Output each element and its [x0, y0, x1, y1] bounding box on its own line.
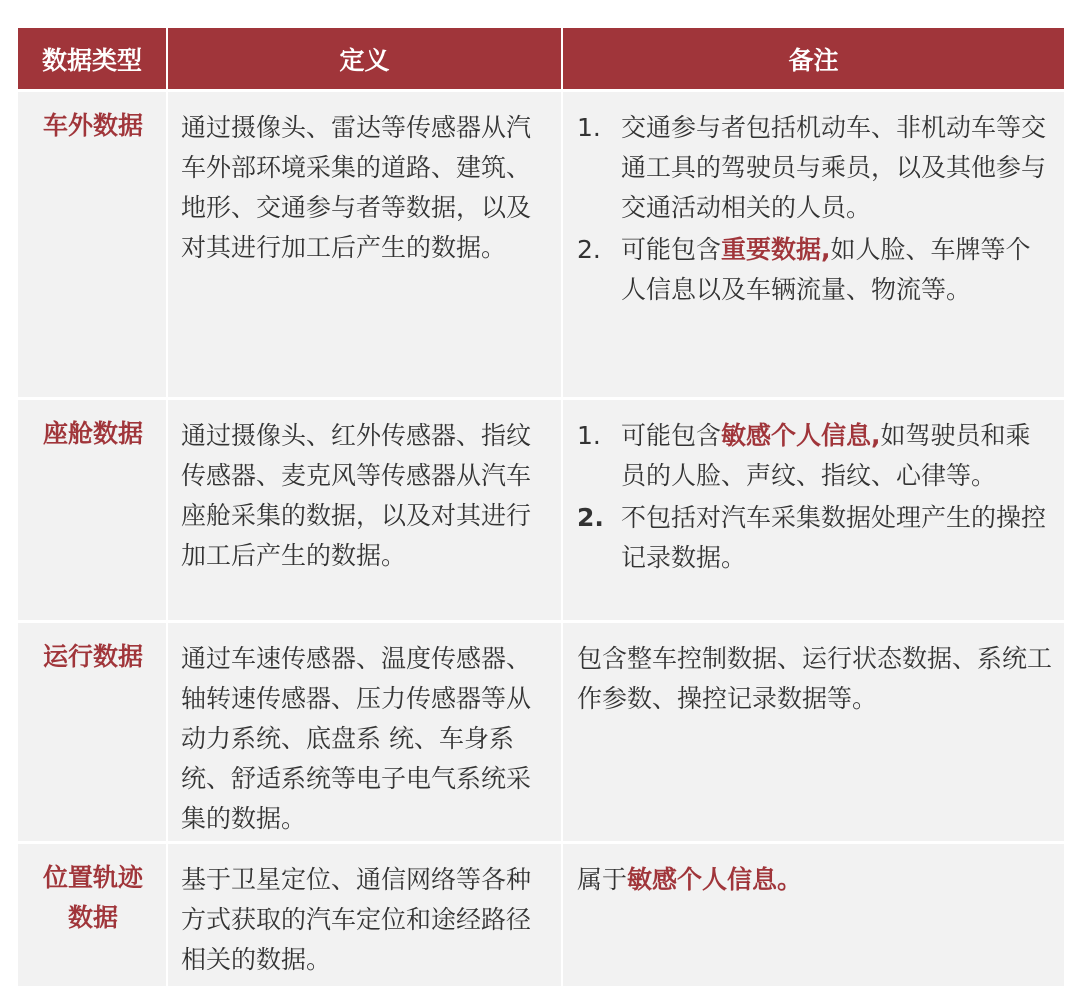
- data-type-label: 车外数据: [42, 111, 143, 140]
- header-notes: 备注: [788, 45, 839, 75]
- note-text: [621, 230, 1054, 310]
- notes-list: [577, 108, 1054, 310]
- note-text-pre: 可能包含: [621, 235, 722, 264]
- note-text-post: 如人脸、车牌等个人信息以及车辆流量、物流等。: [621, 235, 1031, 304]
- notes-cell: 包含整车控制数据、运行状态数据、系统工作参数、操控记录数据等。: [577, 644, 1053, 713]
- notes-cell: [563, 92, 1064, 397]
- data-type-table: [18, 28, 1064, 986]
- highlight-sensitive-info: 敏感个人信息,: [721, 421, 881, 450]
- note-text-pre: 可能包含: [621, 421, 722, 450]
- definition-cell: 基于卫星定位、通信网络等各种方式获取的汽车定位和途经路径相关的数据。: [168, 844, 563, 986]
- notes-cell: [563, 400, 1064, 620]
- list-item: [577, 230, 1054, 310]
- list-number: 2.: [577, 235, 601, 264]
- table-row: [18, 841, 1064, 986]
- list-number: 1.: [577, 421, 601, 450]
- note-text: 交通参与者包括机动车、非机动车等交通工具的驾驶员与乘员，以及其他参与交通活动相关的人员。: [621, 113, 1047, 222]
- data-type-cell: [18, 623, 168, 841]
- note-text-post: 如驾驶员和乘员的人脸、声纹、指纹、心律等。: [621, 421, 1031, 490]
- table-row: [18, 397, 1064, 620]
- definition-cell: 通过摄像头、雷达等传感器从汽车外部环境采集的道路、建筑、地形、交通参与者等数据，以及对其进行加工后产生的数据。: [168, 92, 563, 397]
- note-text: [621, 416, 1054, 496]
- data-type-label: 运行数据: [42, 642, 143, 671]
- table-header: [18, 28, 1064, 89]
- list-item: [577, 416, 1054, 496]
- table-row: [18, 89, 1064, 397]
- data-type-cell: [18, 92, 168, 397]
- table-row: [18, 620, 1064, 841]
- list-number: 1.: [577, 113, 601, 142]
- list-item: [577, 498, 1054, 578]
- header-data-type: 数据类型: [18, 28, 168, 89]
- notes-list: [577, 416, 1054, 578]
- data-type-label: 位置轨迹: [42, 863, 143, 892]
- notes-cell: [563, 844, 1064, 986]
- definition-cell: 通过摄像头、红外传感器、指纹传感器、麦克风等传感器从汽车座舱采集的数据，以及对其进行加工后产生的数据。: [168, 400, 563, 620]
- definition-cell: 通过车速传感器、温度传感器、轴转速传感器、压力传感器等从动力系统、底盘系 统、车身系统、舒适系统等电子电气系统采集的数据。: [168, 623, 563, 841]
- note-text-pre: 属于: [577, 865, 628, 894]
- highlight-sensitive-info: 敏感个人信息。: [627, 865, 803, 894]
- data-type-label-line2: 数据: [67, 903, 118, 932]
- highlight-important-data: 重要数据,: [721, 235, 831, 264]
- list-number: 2.: [577, 503, 604, 532]
- note-text: 不包括对汽车采集数据处理产生的操控记录数据。: [621, 503, 1047, 572]
- data-type-cell: [18, 400, 168, 620]
- data-type-label: 座舱数据: [42, 419, 143, 448]
- data-type-cell: [18, 844, 168, 986]
- list-item: [577, 108, 1054, 228]
- header-definition: 定义: [168, 28, 563, 89]
